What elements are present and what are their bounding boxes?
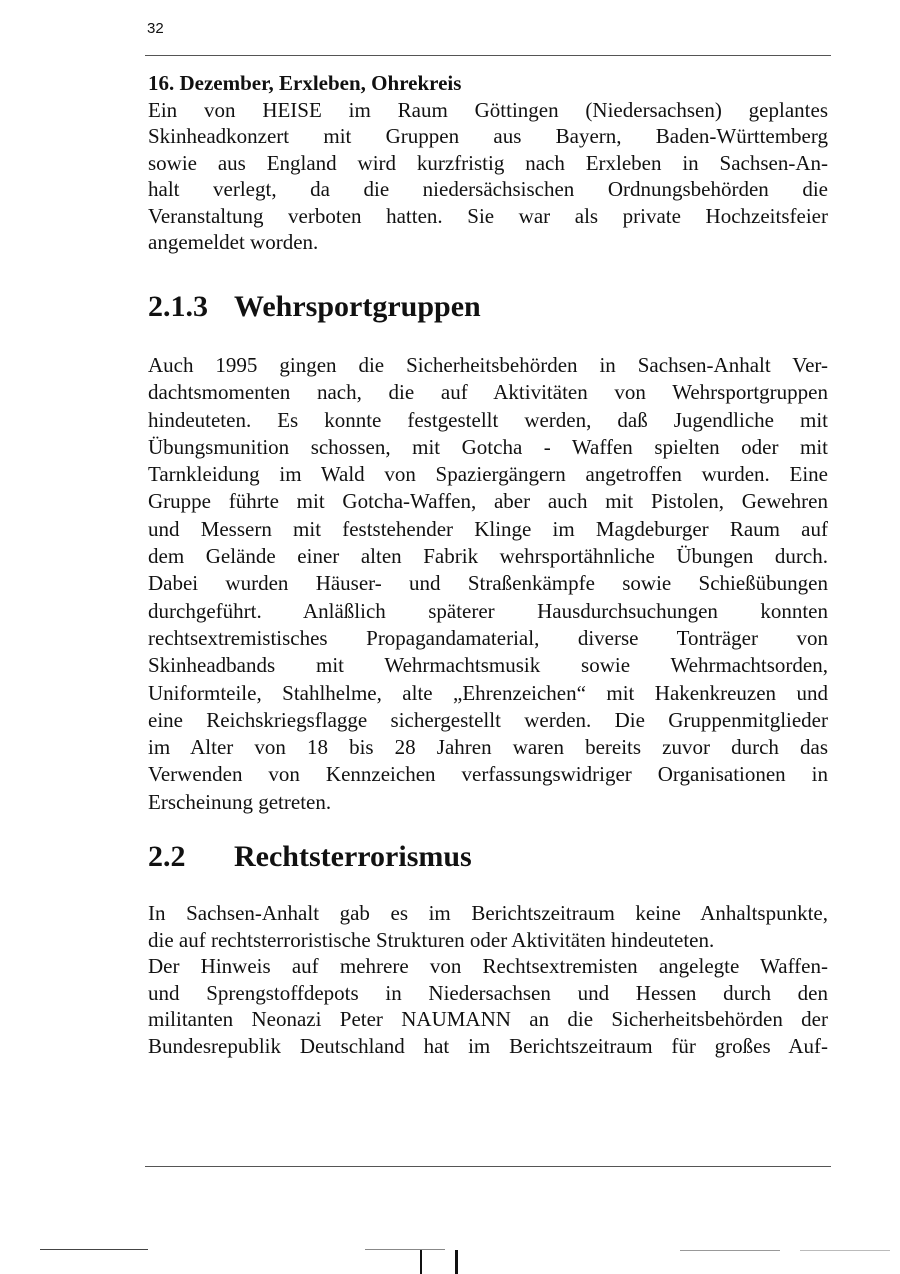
text-line: die auf rechtsterroristische Strukturen oder Aktivitäten hindeuteten.	[148, 927, 715, 952]
text-line: Ein von HEISE im Raum Göttingen (Niedersachsen) geplantes	[148, 97, 828, 122]
entry-text	[148, 97, 828, 256]
text-line: Skinheadbands mit Wehrmachtsmusik sowie Wehrmachtsorden,	[148, 653, 828, 678]
text-line: Skinheadkonzert mit Gruppen aus Bayern, Baden-Württemberg	[148, 124, 828, 148]
text-line: Uniformteile, Stahlhelme, alte „Ehrenzeichen“ mit Hakenkreuzen und	[148, 680, 828, 705]
section-number: 2.2	[148, 840, 186, 873]
scan-artifact-line	[800, 1250, 890, 1251]
entry-title: 16. Dezember, Erxleben, Ohrekreis	[148, 71, 462, 95]
text-line: und Sprengstoffdepots in Niedersachsen und Hessen durch den	[148, 980, 828, 1005]
text-line: Dabei wurden Häuser- und Straßenkämpfe sowie Schießübungen	[148, 571, 828, 596]
scan-artifact-line	[680, 1250, 780, 1251]
section-title: Wehrsportgruppen	[234, 290, 481, 323]
text-line: dachtsmomenten nach, die auf Aktivitäten von Wehrsportgruppen	[148, 380, 828, 405]
scan-artifact-mark	[420, 1250, 422, 1274]
text-line: Tarnkleidung im Wald von Spaziergängern angetroffen wurden. Eine	[148, 462, 828, 487]
text-line: eine Reichskriegsflagge sichergestellt werden. Die Gruppenmitglieder	[148, 707, 828, 732]
text-line: dem Gelände einer alten Fabrik wehrsportähnliche Übungen durch.	[148, 544, 828, 569]
text-line: Der Hinweis auf mehrere von Rechtsextremisten angelegte Waffen-	[148, 954, 828, 978]
text-line: Auch 1995 gingen die Sicherheitsbehörden in Sachsen-Anhalt Ver-	[148, 353, 828, 377]
footer-rule	[145, 1166, 831, 1167]
section-heading-wehrsportgruppen	[148, 290, 481, 324]
section-title: Rechtsterrorismus	[234, 840, 472, 873]
text-line: halt verlegt, da die niedersächsischen Ordnungsbehörden die	[148, 177, 828, 201]
text-line: militanten Neonazi Peter NAUMANN an die Sicherheitsbehörden der	[148, 1007, 828, 1031]
text-line: Verwenden von Kennzeichen verfassungswidriger Organisationen in	[148, 762, 828, 787]
section-1-text	[148, 352, 828, 816]
page-number: 32	[147, 20, 164, 37]
text-line: Veranstaltung verboten hatten. Sie war als private Hochzeitsfeier	[148, 203, 828, 228]
text-line: rechtsextremistisches Propagandamaterial, diverse Tonträger von	[148, 625, 828, 650]
text-line: Gruppe führte mit Gotcha-Waffen, aber auch mit Pistolen, Gewehren	[148, 489, 828, 514]
section-heading-rechtsterrorismus	[148, 840, 472, 874]
text-line: Erscheinung getreten.	[148, 789, 332, 814]
scan-artifact-line	[365, 1249, 445, 1250]
text-line: und Messern mit feststehender Klinge im Magdeburger Raum auf	[148, 516, 828, 541]
text-line: Übungsmunition schossen, mit Gotcha - Waffen spielten oder mit	[148, 434, 828, 459]
text-line: angemeldet worden.	[148, 230, 319, 254]
text-line: durchgeführt. Anläßlich späterer Hausdurchsuchungen konnten	[148, 598, 828, 623]
text-line: hindeuteten. Es konnte festgestellt werden, daß Jugendliche mit	[148, 407, 828, 432]
scan-artifact-line	[40, 1249, 148, 1250]
section-number: 2.1.3	[148, 290, 208, 323]
entry	[148, 70, 828, 256]
text-line: In Sachsen-Anhalt gab es im Berichtszeitraum keine Anhaltspunkte,	[148, 901, 828, 925]
text-line: Bundesrepublik Deutschland hat im Berichtszeitraum für großes Auf-	[148, 1033, 828, 1058]
header-rule	[145, 55, 831, 56]
scan-artifact-mark	[455, 1250, 458, 1274]
text-line: sowie aus England wird kurzfristig nach Erxleben in Sachsen-An-	[148, 150, 828, 175]
section-2-text	[148, 900, 828, 1059]
text-line: im Alter von 18 bis 28 Jahren waren bereits zuvor durch das	[148, 735, 828, 760]
